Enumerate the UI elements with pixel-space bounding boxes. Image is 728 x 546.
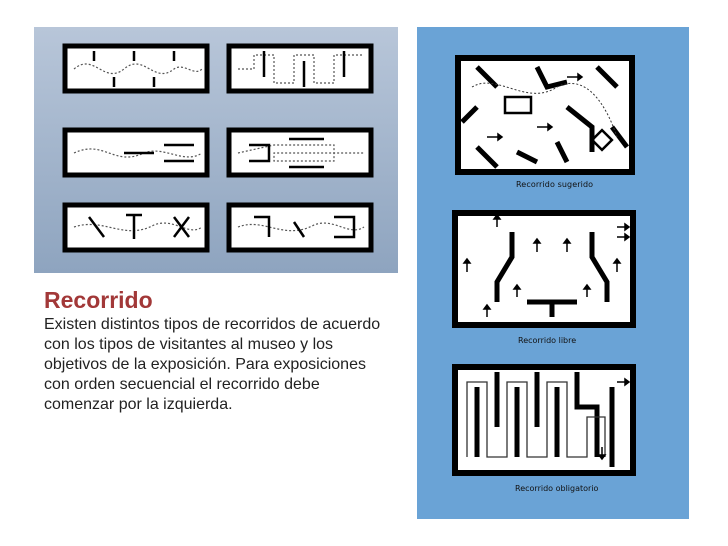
circulation-plans-panel	[34, 27, 398, 273]
mandatory-route-plan	[455, 367, 633, 473]
suggested-route-plan	[458, 58, 632, 172]
section-body: Existen distintos tipos de recorridos de acuerdo con los tipos de visitantes al museo y los objetivos de la exposición. Para exposiciones con orden secuencial el recorrido debe comenzar por la izquierda.	[44, 316, 381, 413]
section-title: Recorrido	[44, 287, 153, 313]
caption-suggested-route: Recorrido sugerido	[516, 180, 594, 189]
route-types-panel	[417, 27, 689, 519]
caption-mandatory-route: Recorrido obligatorio	[515, 484, 599, 493]
circulation-plans-drawing	[34, 27, 398, 273]
text-block	[44, 287, 384, 415]
caption-free-route: Recorrido libre	[518, 336, 577, 345]
free-route-plan	[455, 213, 633, 325]
route-plans-drawing	[417, 27, 689, 519]
